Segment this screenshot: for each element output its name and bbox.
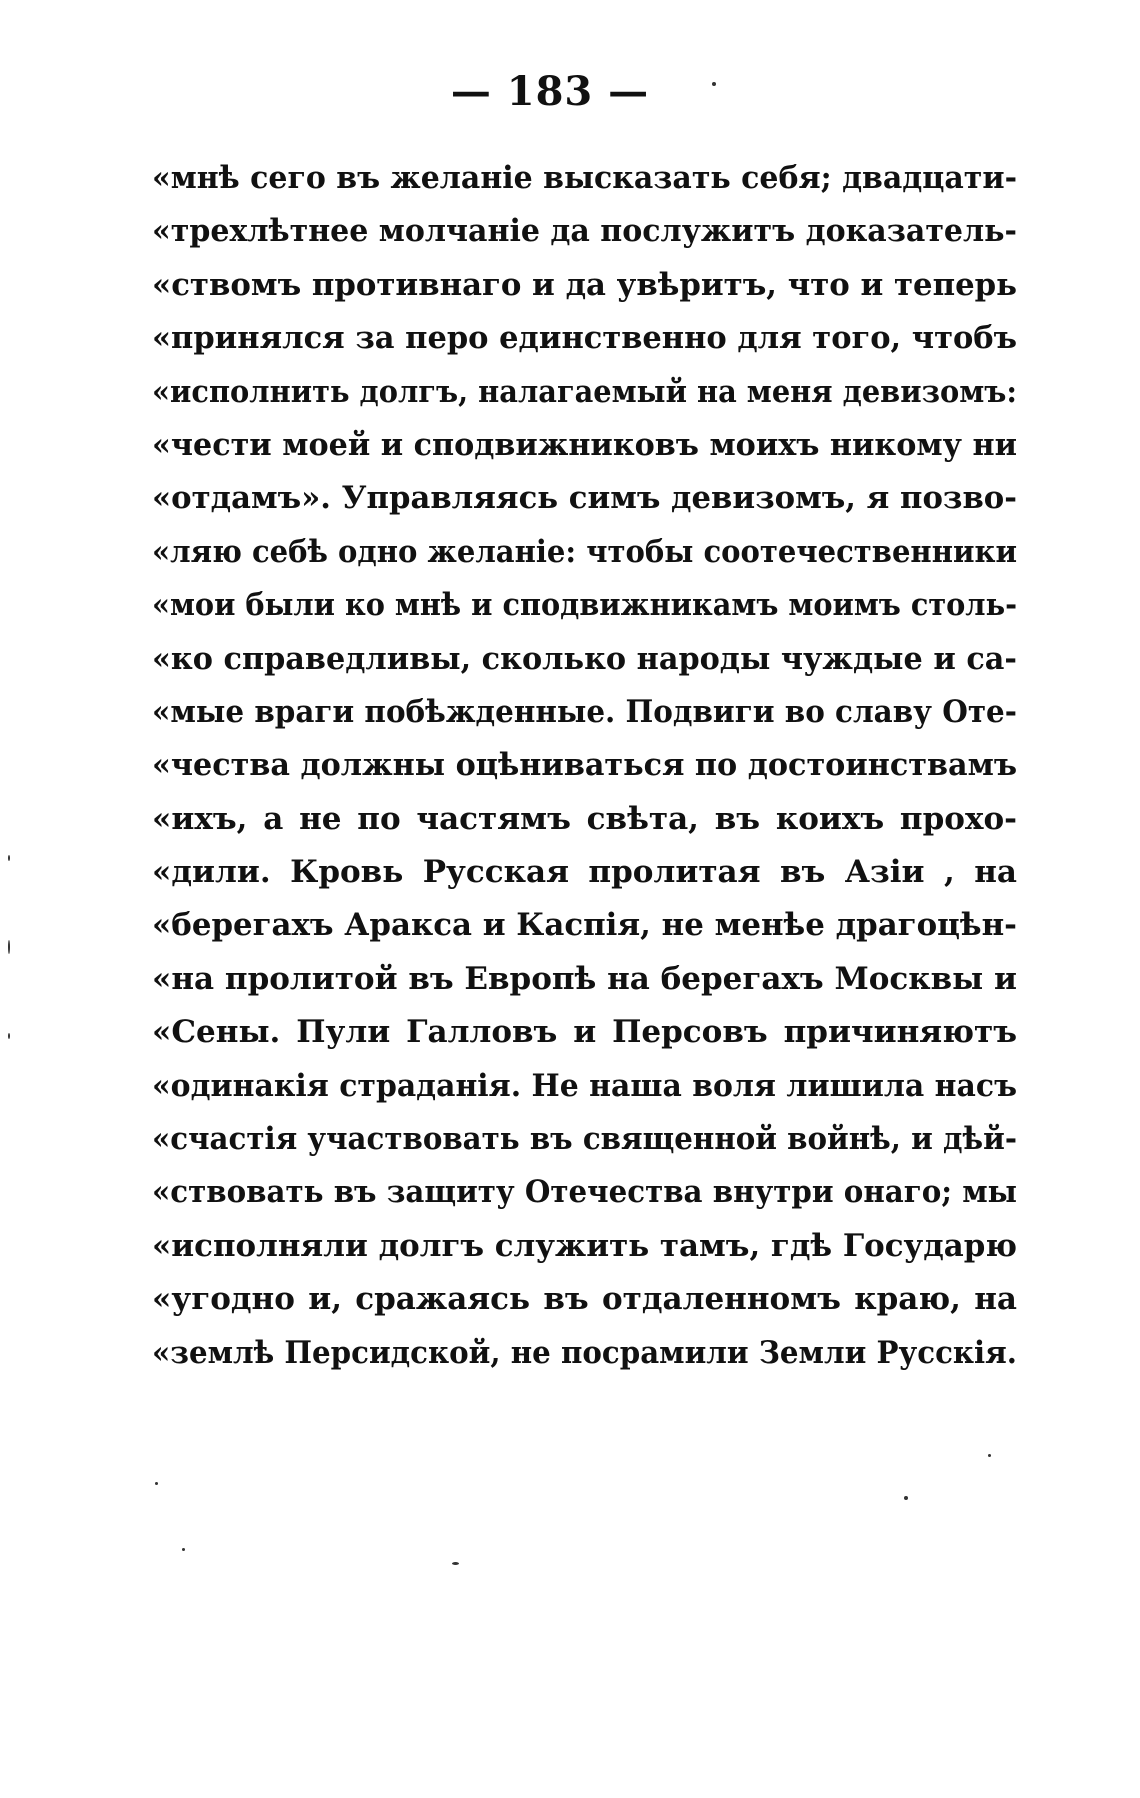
scan-speck [988,1454,991,1457]
scan-speck [8,855,10,861]
scan-speck [452,1562,459,1565]
page-number: — 183 — [450,68,650,115]
scan-speck [155,1482,158,1485]
text-line: «ствовать въ защиту Отечества внутри онаго; мы [152,1174,1018,1211]
text-line: «дили. Кровь Русская пролитая въ Азіи , на [152,854,1017,891]
text-line: «принялся за перо единственно для того, чтобъ [152,320,1018,357]
text-line: «отдамъ». Управляясь симъ девизомъ, я позво- [152,480,1017,517]
scan-speck [8,940,10,954]
text-line: «землѣ Персидской, не посрамили Земли Русскія. [152,1334,1017,1371]
text-line: «исполнить долгъ, налагаемый на меня девизомъ: [152,373,1017,410]
text-line: «исполняли долгъ служить тамъ, гдѣ Государю [152,1227,1017,1264]
text-line: «чести моей и сподвижниковъ моихъ никому ни [152,426,1017,463]
scan-speck [8,1033,10,1039]
text-line: «мнѣ сего въ желаніе высказать себя; двадцати- [152,160,1018,196]
text-line: «на пролитой въ Европѣ на берегахъ Москвы и [152,960,1017,997]
text-line: «Сены. Пули Галловъ и Персовъ причиняютъ [152,1014,1017,1051]
text-line: «ко справедливы, сколько народы чуждые и са- [152,640,1017,677]
text-line: «чества должны оцѣниваться по достоинствамъ [152,747,1018,784]
text-line: «ствомъ противнаго и да увѣритъ, что и теперь [152,266,1018,303]
text-line: «мые враги побѣжденные. Подвиги во славу Оте- [152,693,1017,730]
scan-speck [182,1548,185,1551]
text-line: «трехлѣтнее молчаніе да послужитъ доказатель- [152,213,1018,250]
text-line: «одинакія страданія. Не наша воля лишила насъ [152,1067,1017,1104]
text-line: «берегахъ Аракса и Каспія, не менѣе драгоцѣн- [152,907,1017,944]
scan-speck [712,82,716,86]
text-line: «счастія участвовать въ священной войнѣ, и дѣй- [152,1121,1017,1158]
scan-speck [904,1496,908,1500]
body-text [152,152,1017,1380]
text-line: «мои были ко мнѣ и сподвижникамъ моимъ столь- [152,587,1018,624]
text-line: «угодно и, сражаясь въ отдаленномъ краю, на [152,1281,1017,1318]
text-line: «ихъ, а не по частямъ свѣта, въ коихъ прохо- [152,800,1017,837]
text-line: «ляю себѣ одно желаніе: чтобы соотечественники [152,533,1018,570]
